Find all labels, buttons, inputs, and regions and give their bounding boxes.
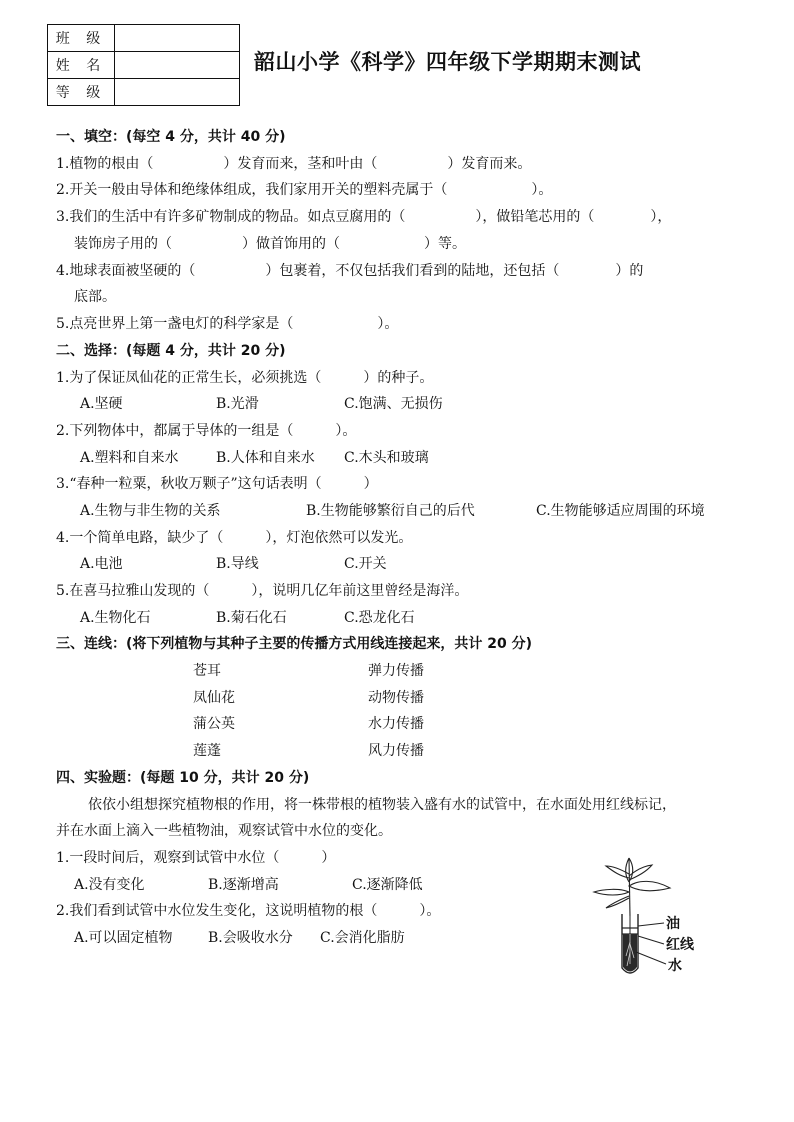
grade-field[interactable] (115, 79, 240, 106)
water-label: 水 (668, 958, 682, 974)
fill-question-2: 2.开关一般由导体和绝缘体组成，我们家用开关的塑料壳属于（ ）。 (56, 182, 553, 198)
experiment-question-2: 2.我们看到试管中水位发生变化，这说明植物的根（ ）。 (56, 903, 441, 919)
choice-question-4: 4.一个简单电路，缺少了（ ），灯泡依然可以发光。 (56, 530, 413, 546)
dispersal-method-item: 水力传播 (368, 716, 424, 732)
choice-question-1: 1.为了保证凤仙花的正常生长，必须挑选（ ）的种子。 (56, 370, 434, 386)
test-tube-plant-illustration (592, 852, 712, 980)
section-heading-fill-in: 一、填空：(每空 4 分，共计 40 分) (56, 129, 286, 145)
plant-item: 蒲公英 (193, 716, 235, 732)
fill-question-3: 3.我们的生活中有许多矿物制成的物品。如点豆腐用的（ ），做铅笔芯用的（ ）， (56, 209, 672, 225)
fill-question-3-cont: 装饰房子用的（ ）做首饰用的（ ）等。 (74, 236, 466, 252)
dispersal-method-item: 风力传播 (368, 743, 424, 759)
name-field[interactable] (115, 52, 240, 79)
fill-question-4: 4.地球表面被坚硬的（ ）包裹着，不仅包括我们看到的陆地，还包括（ ）的 (56, 263, 644, 279)
choice-1-option-a: A.坚硬 (80, 396, 123, 412)
choice-4-option-b: B.导线 (216, 556, 259, 572)
choice-2-option-b: B.人体和自来水 (216, 450, 315, 466)
fill-question-5: 5.点亮世界上第一盏电灯的科学家是（ ）。 (56, 316, 399, 332)
dispersal-method-item: 动物传播 (368, 690, 424, 706)
choice-2-option-a: A.塑料和自来水 (80, 450, 179, 466)
exp-2-option-b: B.会吸收水分 (208, 930, 293, 946)
choice-5-option-a: A.生物化石 (80, 610, 151, 626)
plant-item: 苍耳 (193, 663, 221, 679)
exp-1-option-b: B.逐渐增高 (208, 877, 279, 893)
choice-question-2: 2.下列物体中，都属于导体的一组是（ ）。 (56, 423, 357, 439)
choice-question-5: 5.在喜马拉雅山发现的（ ），说明几亿年前这里曾经是海洋。 (56, 583, 469, 599)
red-line-label: 红线 (666, 937, 694, 953)
choice-5-option-c: C.恐龙化石 (344, 610, 415, 626)
exp-2-option-a: A.可以固定植物 (74, 930, 173, 946)
choice-3-option-c: C.生物能够适应周围的环境 (536, 503, 705, 519)
name-label: 姓 名 (48, 52, 115, 79)
plant-item: 凤仙花 (193, 690, 235, 706)
choice-2-option-c: C.木头和玻璃 (344, 450, 429, 466)
oil-label: 油 (666, 916, 680, 932)
exp-2-option-c: C.会消化脂肪 (320, 930, 405, 946)
page-title: 韶山小学《科学》四年级下学期期末测试 (254, 50, 641, 74)
choice-1-option-c: C.饱满、无损伤 (344, 396, 443, 412)
choice-3-option-b: B.生物能够繁衍自己的后代 (306, 503, 475, 519)
section-heading-experiment: 四、实验题：(每题 10 分，共计 20 分) (56, 770, 310, 786)
experiment-question-1: 1.一段时间后，观察到试管中水位（ ） (56, 850, 336, 866)
choice-question-3: 3.“春种一粒粟，秋收万颗子”这句话表明（ ） (56, 476, 378, 492)
choice-1-option-b: B.光滑 (216, 396, 259, 412)
choice-3-option-a: A.生物与非生物的关系 (80, 503, 221, 519)
grade-label: 等 级 (48, 79, 115, 106)
choice-5-option-b: B.菊石化石 (216, 610, 287, 626)
exp-1-option-c: C.逐渐降低 (352, 877, 423, 893)
student-info-table (47, 24, 240, 106)
experiment-intro-line-1: 依依小组想探究植物根的作用，将一株带根的植物装入盛有水的试管中，在水面处用红线标记， (88, 797, 676, 813)
class-field[interactable] (115, 25, 240, 52)
exp-1-option-a: A.没有变化 (74, 877, 145, 893)
plant-item: 莲蓬 (193, 743, 221, 759)
dispersal-method-item: 弹力传播 (368, 663, 424, 679)
fill-question-4-cont: 底部。 (74, 289, 116, 305)
experiment-intro-line-2: 并在水面上滴入一些植物油，观察试管中水位的变化。 (56, 823, 392, 839)
fill-question-1: 1.植物的根由（ ）发育而来，茎和叶由（ ）发育而来。 (56, 156, 532, 172)
choice-4-option-a: A.电池 (80, 556, 123, 572)
section-heading-matching: 三、连线：(将下列植物与其种子主要的传播方式用线连接起来，共计 20 分) (56, 636, 533, 652)
section-heading-choice: 二、选择：(每题 4 分，共计 20 分) (56, 343, 286, 359)
choice-4-option-c: C.开关 (344, 556, 387, 572)
class-label: 班 级 (48, 25, 115, 52)
